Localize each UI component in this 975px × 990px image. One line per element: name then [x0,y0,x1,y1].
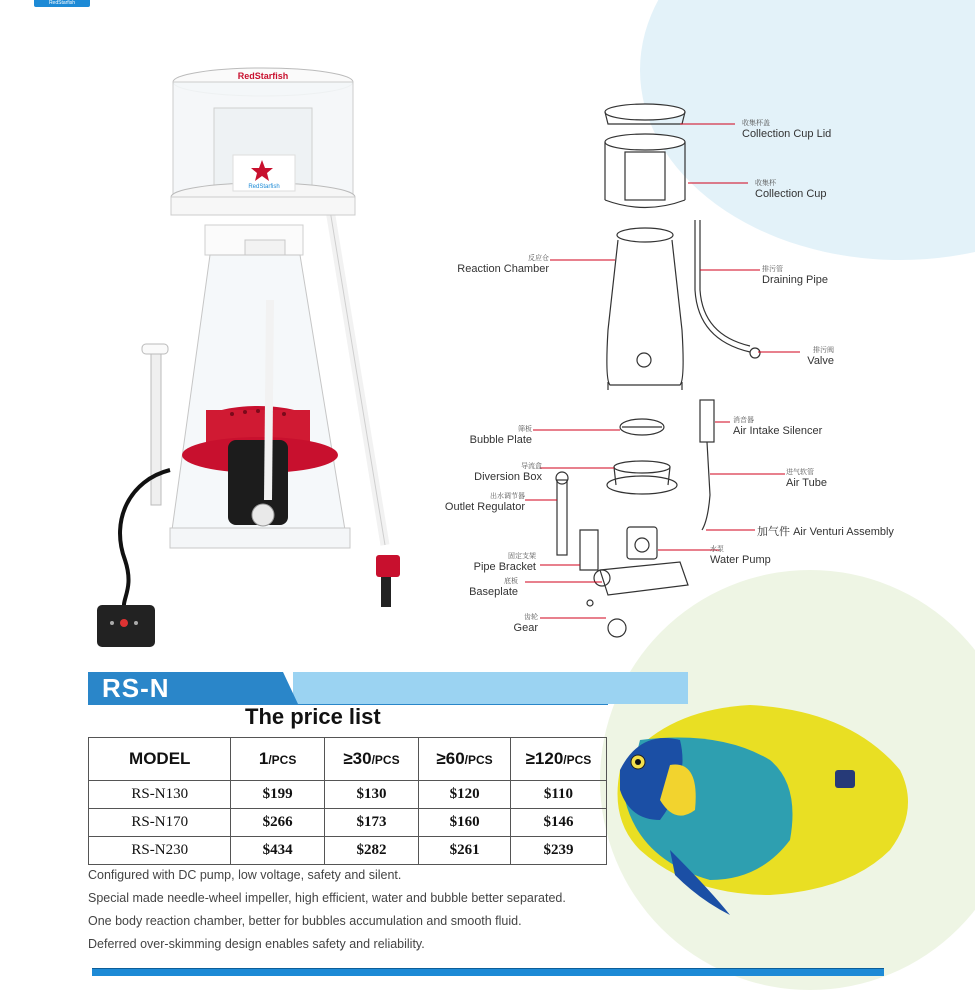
price-cell: $120 [419,781,511,809]
model-cell: RS-N130 [89,781,231,809]
part-label-reaction-chamber: 反应仓 Reaction Chamber [457,255,549,275]
price-table [88,737,607,865]
header-qty-1: 1/PCS [231,738,324,781]
part-label-air-tube: 进气软管 Air Tube [786,469,827,489]
part-label-baseplate: 底板 Baseplate [469,578,518,598]
part-label-air-venturi-assembly: 加气件 Air Venturi Assembly [757,526,894,538]
feature-item: Deferred over-skimming design enables safety and reliability. [88,937,425,951]
price-cell: $261 [419,837,511,865]
product-badge-text: RedStarfish [248,184,280,190]
angelfish-illustration [600,690,930,920]
header-qty-60: ≥60/PCS [419,738,511,781]
price-cell: $160 [419,809,511,837]
part-label-diversion-box: 导流盒 Diversion Box [474,463,542,483]
part-label-draining-pipe: 排污管 Draining Pipe [762,266,829,286]
protein-skimmer-photo [0,0,440,660]
series-banner-stripe [293,672,688,704]
part-label-valve: 排污阀 Valve [807,347,834,367]
price-cell: $110 [510,781,606,809]
part-label-bubble-plate: 筛板 Bubble Plate [469,426,532,446]
part-label-pipe-bracket: 固定支架 Pipe Bracket [473,553,536,573]
price-cell: $282 [324,837,419,865]
feature-item: Special made needle-wheel impeller, high efficient, water and bubble better separated. [88,891,566,905]
svg-text:RedStarfish: RedStarfish [237,71,289,81]
series-title: RS-N [102,673,170,703]
feature-list [88,864,566,956]
series-banner [88,672,688,704]
price-cell: $239 [510,837,606,865]
feature-item: One body reaction chamber, better for bubbles accumulation and smooth fluid. [88,914,522,928]
part-label-collection-cup: 收集杯 Collection Cup [755,180,827,200]
price-cell: $130 [324,781,419,809]
price-cell: $199 [231,781,324,809]
price-cell: $173 [324,809,419,837]
model-cell: RS-N230 [89,837,231,865]
part-label-gear: 齿轮 Gear [513,614,538,634]
part-label-water-pump: 水泵 Water Pump [710,546,771,566]
brand-logo-tag: RedStarfish [34,0,90,7]
table-row [89,809,607,837]
feature-item: Configured with DC pump, low voltage, safety and silent. [88,868,402,882]
price-cell: $146 [510,809,606,837]
part-label-collection-cup-lid: 收集杯盖 Collection Cup Lid [742,120,832,140]
price-list-title: The price list [245,704,381,729]
table-row [89,837,607,865]
part-label-outlet-regulator: 出水调节器 Outlet Regulator [444,493,525,513]
price-cell: $434 [231,837,324,865]
price-table-header-row [89,738,607,781]
header-qty-30: ≥30/PCS [324,738,419,781]
header-model: MODEL [89,738,231,781]
table-row [89,781,607,809]
price-cell: $266 [231,809,324,837]
model-cell: RS-N170 [89,809,231,837]
header-qty-120: ≥120/PCS [510,738,606,781]
part-label-air-intake-silencer: 消音器 Air Intake Silencer [733,417,823,437]
